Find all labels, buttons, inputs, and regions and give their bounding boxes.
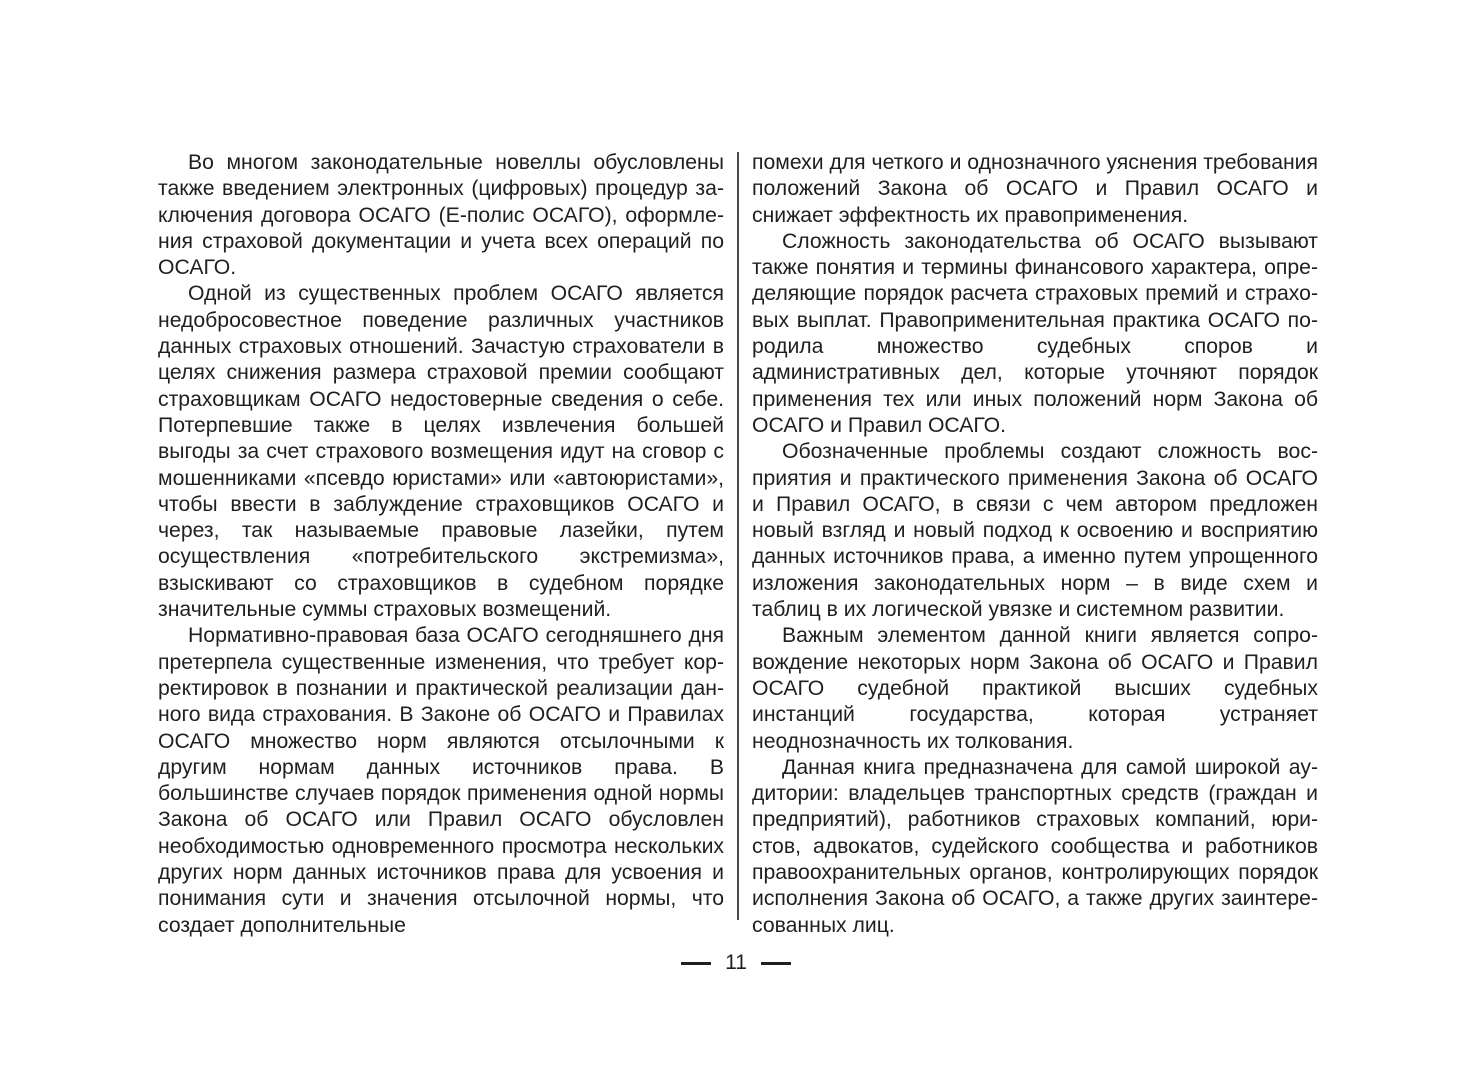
paragraph-continuation: помехи для четкого и однозначного уяснения требования положений Закона об ОСАГО и Правил ОСАГО и снижает эффектность их правоприменения. — [752, 151, 1318, 227]
left-column — [158, 150, 724, 939]
paragraph-new-approach: Обозначенные проблемы создают сложность восприятия и практического применения Закона об ОСАГО и Правил ОСАГО, в связи с чем автором предложен новый взгляд и новый подход к освоению и восприятию данных источников права, а именно путем упрощенного изложения законодательных норм – в виде схем и таблиц в их логической увязке и системном развитии. — [752, 440, 1318, 622]
page-number: 11 — [725, 951, 747, 974]
paragraph-audience: Данная книга предназначена для самой широкой аудитории: владельцев транспортных средств (граждан и предприятий), работников страховых компаний, юристов, адвокатов, судейского сообщества и работников правоохранительных органов, контролирующих порядок исполнения Закона об ОСАГО, а также других заинтересованных лиц. — [752, 755, 1318, 937]
paragraph-electronic-procedures: Во многом законодательные новеллы обусловлены также введением электронных (цифровых) процедур заключения договора ОСАГО (Е-полис ОСАГО), оформления страховой документации и учета всех операций по ОСАГО. — [158, 151, 724, 280]
right-column — [752, 150, 1318, 939]
folio-dash-right — [761, 962, 791, 965]
paragraph-legal-base-changes: Нормативно-правовая база ОСАГО сегодняшнего дня претерпела существенные изменения, что требует корректировок в познании и практической реализации данного вида страхования. В Законе об ОСАГО и Правилах ОСАГО множество норм являются отсылочными к другим нормам данных источников права. В большинстве случаев порядок применения одной нормы Закона об ОСАГО или Правил ОСАГО обусловлен необходимостью одновременного просмотра нескольких других норм данных источников права для усвоения и понимания сути и значения отсылочной нормы, что создает дополнительные — [158, 624, 724, 937]
paragraph-complexity: Сложность законодательства об ОСАГО вызывают также понятия и термины финансового характера, определяющие порядок расчета страховых премий и страховых выплат. Правоприменительная практика ОСАГО породила множество судебных споров и административных дел, которые уточняют порядок применения тех или иных положений норм Закона об ОСАГО и Правил ОСАГО. — [752, 229, 1318, 437]
column-divider — [737, 152, 739, 920]
folio-dash-left — [681, 962, 711, 965]
paragraph-judicial-practice: Важным элементом данной книги является сопровождение некоторых норм Закона об ОСАГО и Правил ОСАГО судебной практикой высших судебных инстанций государства, которая устраняет неоднозначность их толкования. — [752, 624, 1318, 753]
paragraph-unfair-behavior: Одной из существенных проблем ОСАГО является недобросовестное поведение различных участников данных страховых отношений. Зачастую страхователи в целях снижения размера страховой премии сообщают страховщикам ОСАГО недостоверные сведения о себе. Потерпевшие также в целях извлечения большей выгоды за счет страхового возмещения идут на сговор с мошенниками «псевдо юристами» или «автоюристами», чтобы ввести в заблуждение страховщиков ОСАГО и через, так называемые правовые лазейки, путем осуществления «потребительского экстремизма», взыскивают со страховщиков в судебном порядке значительные суммы страховых возмещений. — [158, 282, 724, 622]
page-number-footer — [0, 948, 1472, 978]
